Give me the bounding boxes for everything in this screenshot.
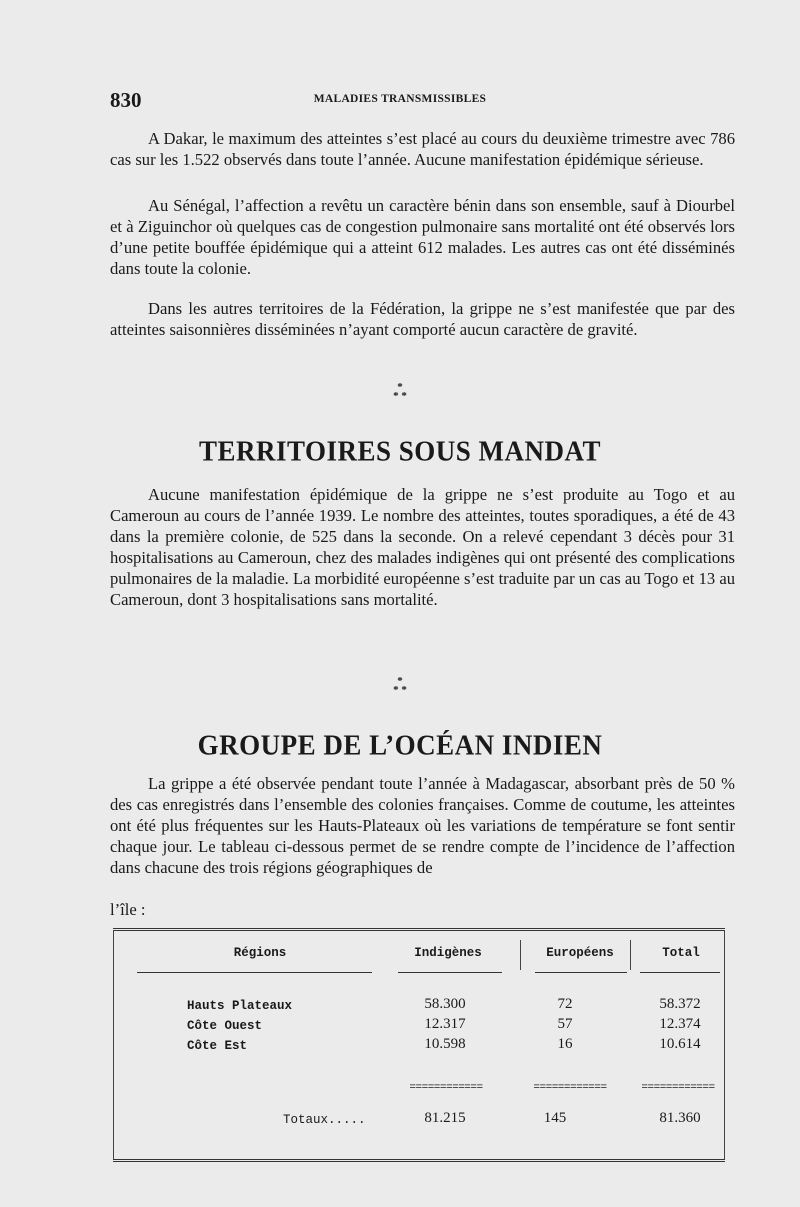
header-total: Total: [662, 946, 700, 960]
paragraph-ocean-tail: l’île :: [110, 900, 146, 919]
totals-separator: ============: [533, 1082, 607, 1094]
header-underline: [640, 972, 720, 973]
row-region: Côte Est: [187, 1039, 248, 1053]
totals-separator: ============: [409, 1082, 483, 1094]
row-total: 58.372: [659, 996, 701, 1012]
section-title-mandat: TERRITOIRES SOUS MANDAT: [198, 435, 602, 467]
header-underline: [137, 972, 372, 973]
totals-indigenes: 81.215: [424, 1110, 466, 1126]
totals-separator: ============: [641, 1082, 715, 1094]
header-underline: [398, 972, 502, 973]
row-europeens: 57: [557, 1016, 573, 1032]
paragraph-ocean: La grippe a été observée pendant toute l’année à Madagascar, absorbant près de 50 % des cas enregistrés dans l’ensemble des colonies françaises. Comme de coutume, les atteintes ont été plus fréquentes sur les Hauts-Plateaux où les variations de température se font sentir chaque jour. Le tableau ci-dessous permet de se rendre compte de l’incidence de l’affection dans chacune des trois régions géographiques de: [110, 774, 735, 877]
row-total: 10.614: [659, 1036, 701, 1052]
paragraph-dakar: A Dakar, le maximum des atteintes s’est placé au cours du deuxième trimestre avec 786 cas sur les 1.522 observés dans toute l’année. Aucune manifestation épidémique sérieuse.: [110, 129, 735, 169]
totals-total: 81.360: [659, 1110, 701, 1126]
row-total: 12.374: [659, 1016, 701, 1032]
row-region: Hauts Plateaux: [187, 999, 293, 1013]
header-underline: [535, 972, 627, 973]
totals-label: Totaux.....: [283, 1113, 366, 1127]
ornament-asterism: * * *: [393, 675, 407, 696]
section-title-ocean: GROUPE DE L’OCÉAN INDIEN: [197, 729, 603, 761]
row-region: Côte Ouest: [187, 1019, 263, 1033]
column-divider: [520, 940, 521, 970]
row-indigenes: 58.300: [424, 996, 466, 1012]
page-number: 830: [110, 88, 142, 112]
row-indigenes: 12.317: [424, 1016, 466, 1032]
column-divider: [630, 940, 631, 970]
header-europeens: Européens: [546, 946, 614, 960]
table-bottom-rule: [113, 1159, 725, 1162]
row-europeens: 72: [557, 996, 573, 1012]
running-head: MALADIES TRANSMISSIBLES: [313, 93, 487, 105]
row-indigenes: 10.598: [424, 1036, 466, 1052]
header-indigenes: Indigènes: [414, 946, 482, 960]
header-regions: Régions: [233, 946, 287, 960]
ornament-asterism: * * *: [393, 381, 407, 402]
totals-europeens: 145: [543, 1110, 567, 1126]
page-header: [0, 88, 800, 112]
paragraph-federation: Dans les autres territoires de la Fédération, la grippe ne s’est manifestée que par des atteintes saisonnières disséminées n’ayant comporté aucun caractère de gravité.: [110, 299, 735, 339]
paragraph-senegal: Au Sénégal, l’affection a revêtu un caractère bénin dans son ensemble, sauf à Diourbel et à Ziguinchor où quelques cas de congestion pulmonaire sans mortalité ont été observés lors d’une petite bouffée épidémique qui a atteint 612 malades. Les autres cas ont été disséminés dans toute la colonie.: [110, 196, 735, 278]
row-europeens: 16: [557, 1036, 573, 1052]
paragraph-mandat: Aucune manifestation épidémique de la grippe ne s’est produite au Togo et au Cameroun au cours de l’année 1939. Le nombre des atteintes, toutes sporadiques, a été de 43 dans la première colonie, de 525 dans la seconde. On a relevé cependant 3 décès pour 31 hospitalisations au Cameroun, chez des malades indigènes qui ont présenté des complications pulmonaires de la maladie. La morbidité européenne s’est traduite par un cas au Togo et 13 au Cameroun, dont 3 hospitalisations sans mortalité.: [110, 485, 735, 609]
